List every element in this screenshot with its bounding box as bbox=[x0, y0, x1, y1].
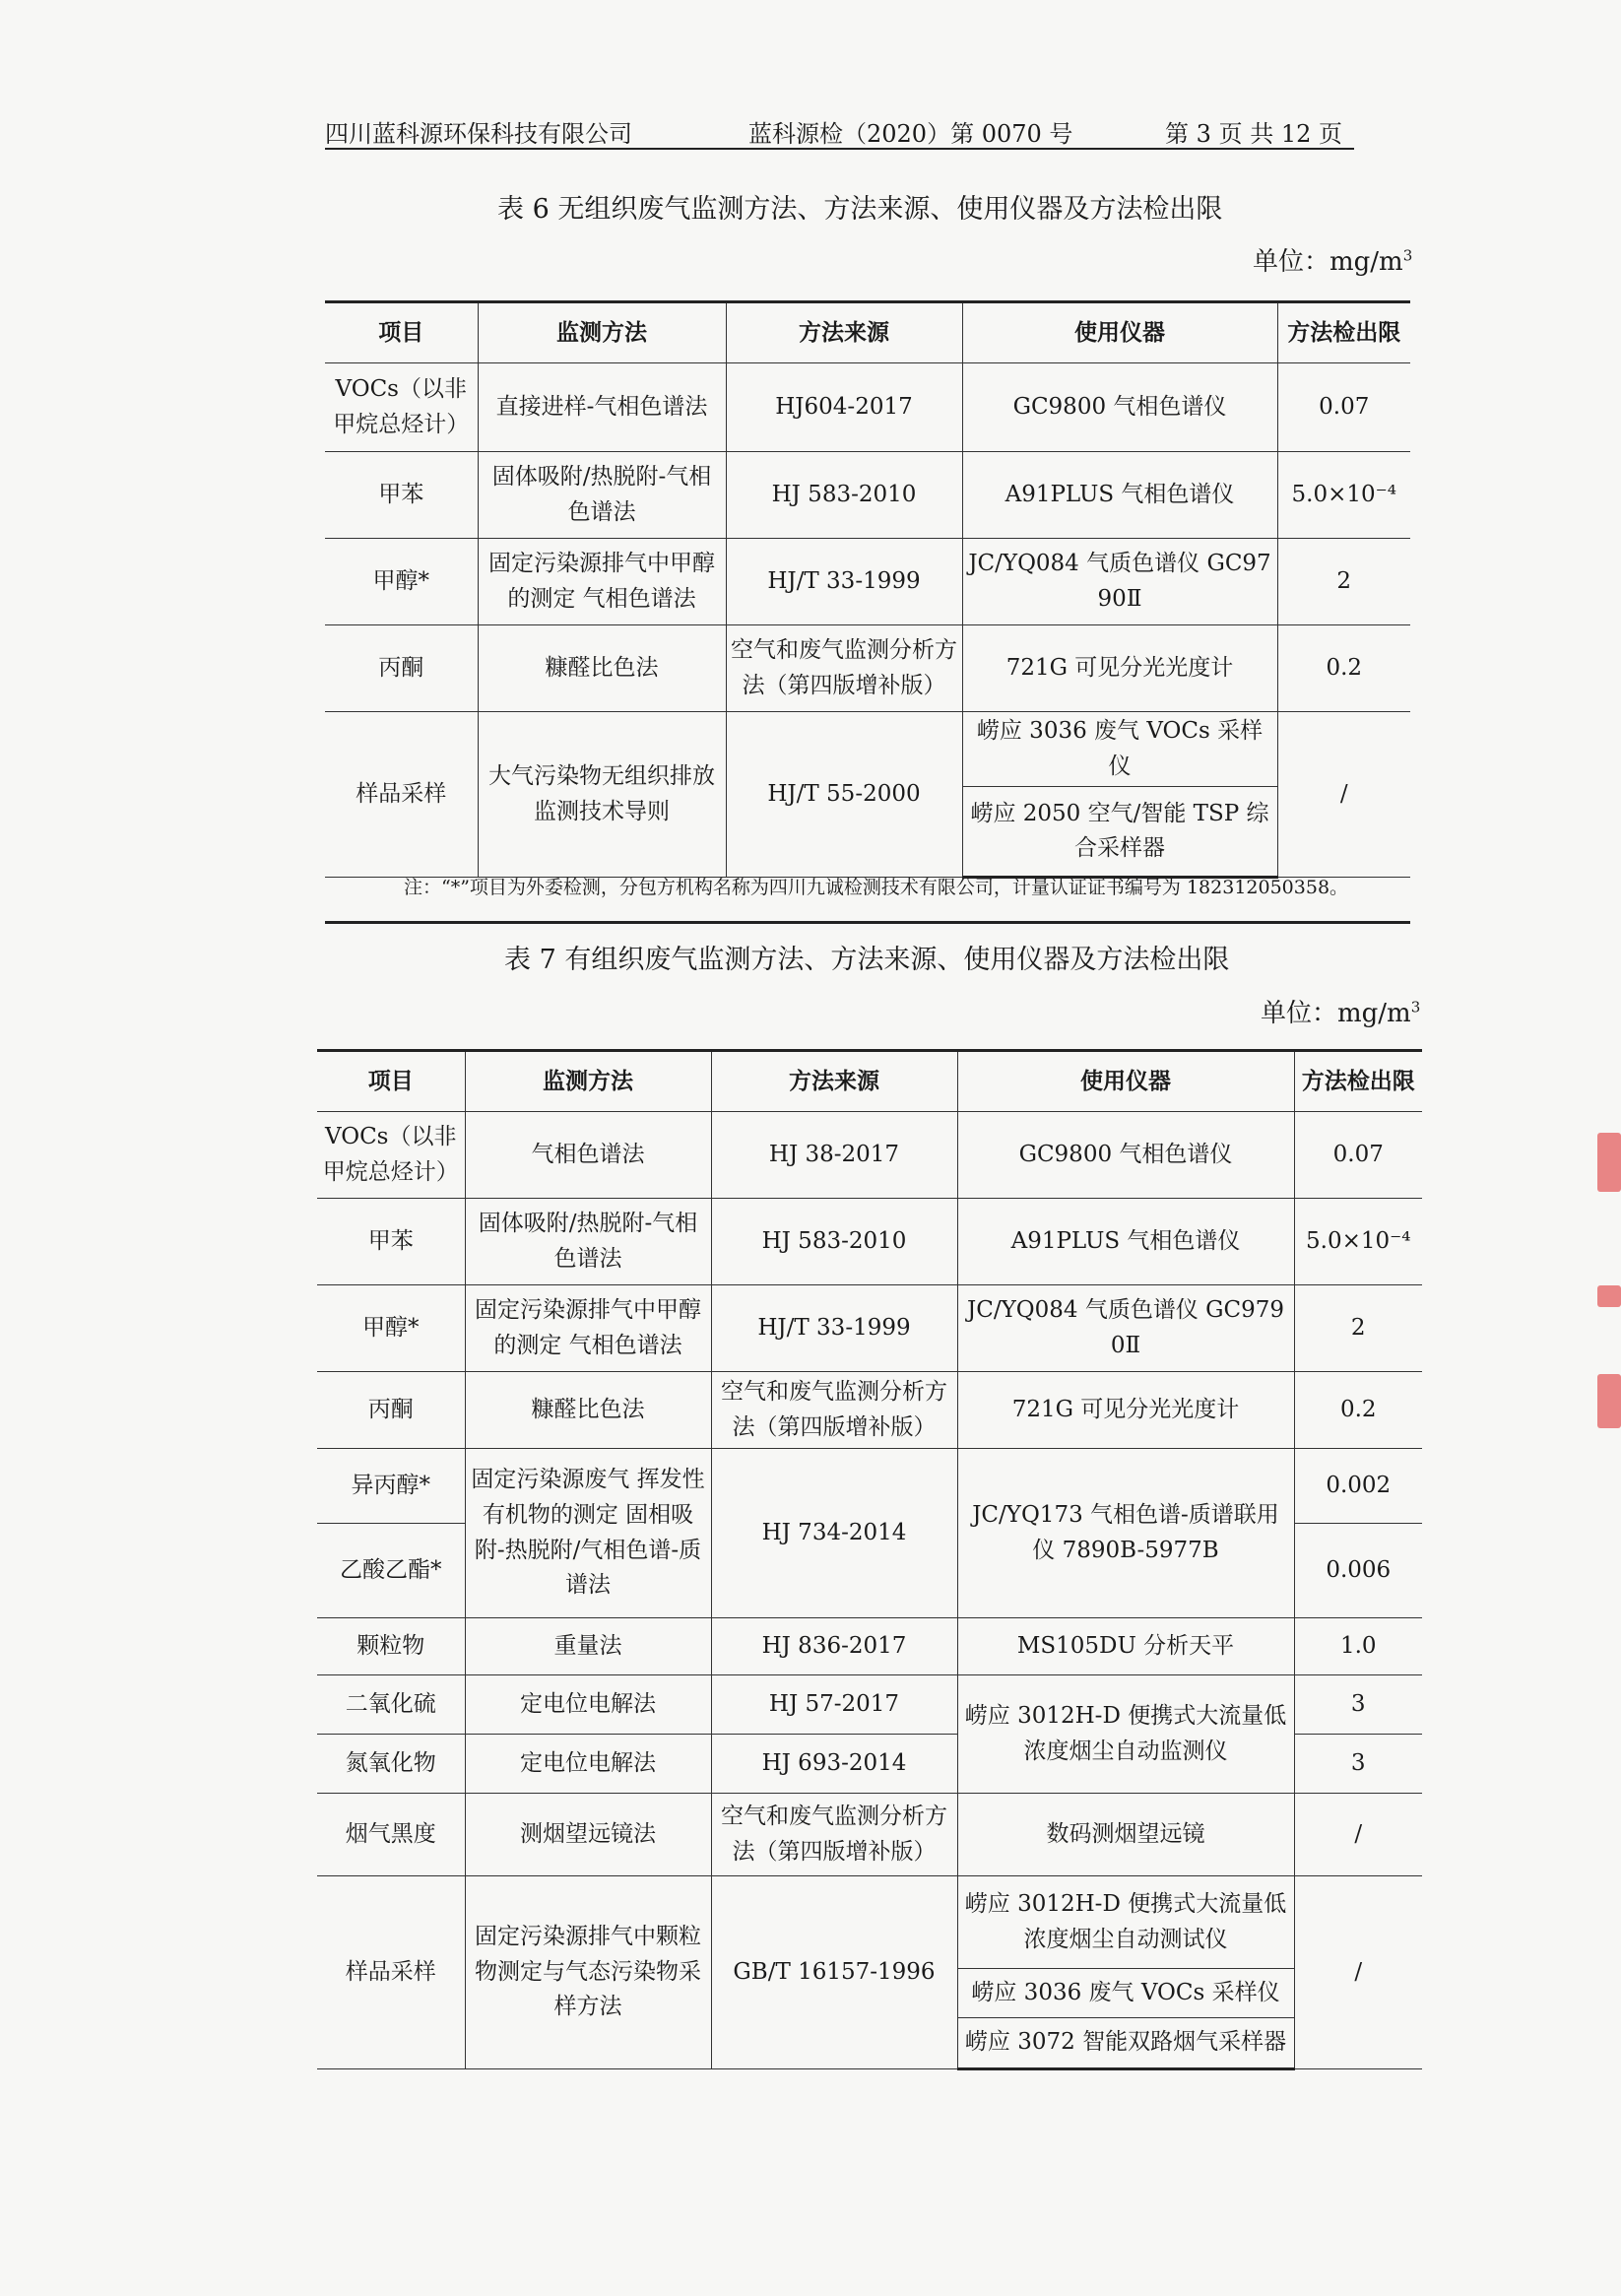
instrument-cell: JC/YQ084 气质色谱仪 GC9790Ⅱ bbox=[962, 539, 1277, 625]
limit-cell: / bbox=[1294, 1876, 1422, 2069]
table-row bbox=[317, 1618, 1422, 1675]
table-row bbox=[317, 1372, 1422, 1449]
limit-cell: 2 bbox=[1294, 1285, 1422, 1372]
source-cell: 空气和废气监测分析方法（第四版增补版） bbox=[711, 1372, 957, 1449]
limit-cell: 5.0×10⁻⁴ bbox=[1294, 1199, 1422, 1285]
seal-stamp bbox=[1597, 1374, 1621, 1428]
item-cell: 甲醇* bbox=[325, 539, 478, 625]
item-cell: 样品采样 bbox=[325, 712, 478, 878]
method-cell: 气相色谱法 bbox=[465, 1112, 711, 1199]
header-cell: 监测方法 bbox=[478, 302, 726, 363]
instrument-cell: 崂应 3012H-D 便携式大流量低浓度烟尘自动测试仪 bbox=[957, 1876, 1294, 1969]
table6-unit: 单位：$mg/m^3$ bbox=[1253, 246, 1413, 277]
table7 bbox=[317, 1049, 1422, 2070]
limit-cell: 2 bbox=[1277, 539, 1410, 625]
method-cell: 固定污染源排气中颗粒物测定与气态污染物采样方法 bbox=[465, 1876, 711, 2069]
limit-cell: 0.07 bbox=[1277, 363, 1410, 452]
limit-cell: 0.07 bbox=[1294, 1112, 1422, 1199]
item-cell: VOCs（以非甲烷总烃计） bbox=[325, 363, 478, 452]
method-cell: 大气污染物无组织排放监测技术导则 bbox=[478, 712, 726, 878]
source-cell: 空气和废气监测分析方法（第四版增补版） bbox=[726, 625, 962, 712]
seal-stamp bbox=[1597, 1285, 1621, 1307]
instrument-cell: A91PLUS 气相色谱仪 bbox=[957, 1199, 1294, 1285]
item-cell: 二氧化硫 bbox=[317, 1675, 465, 1735]
table-row bbox=[317, 1794, 1422, 1876]
header-cell: 方法来源 bbox=[711, 1051, 957, 1112]
table-row bbox=[325, 539, 1410, 625]
limit-cell: 1.0 bbox=[1294, 1618, 1422, 1675]
limit-cell: 0.006 bbox=[1294, 1524, 1422, 1618]
method-cell: 固定污染源排气中甲醇的测定 气相色谱法 bbox=[465, 1285, 711, 1372]
source-cell: HJ 38-2017 bbox=[711, 1112, 957, 1199]
method-cell: 固体吸附/热脱附-气相色谱法 bbox=[465, 1199, 711, 1285]
table-row bbox=[317, 1285, 1422, 1372]
company-name: 四川蓝科源环保科技有限公司 bbox=[325, 120, 632, 148]
table-row bbox=[317, 1199, 1422, 1285]
table6 bbox=[325, 300, 1410, 879]
item-cell: 丙酮 bbox=[317, 1372, 465, 1449]
table-row bbox=[317, 1876, 1422, 1969]
document-number: 蓝科源检（2020）第 0070 号 bbox=[748, 120, 1073, 148]
table-row bbox=[325, 712, 1410, 787]
instrument-cell: 数码测烟望远镜 bbox=[957, 1794, 1294, 1876]
limit-cell: 5.0×10⁻⁴ bbox=[1277, 452, 1410, 539]
source-cell: HJ604-2017 bbox=[726, 363, 962, 452]
instrument-cell: 崂应 2050 空气/智能 TSP 综合采样器 bbox=[962, 787, 1277, 878]
seal-stamp bbox=[1597, 1133, 1621, 1192]
item-cell: 甲苯 bbox=[317, 1199, 465, 1285]
source-cell: HJ/T 33-1999 bbox=[711, 1285, 957, 1372]
limit-cell: 0.2 bbox=[1277, 625, 1410, 712]
item-cell: 颗粒物 bbox=[317, 1618, 465, 1675]
method-cell: 定电位电解法 bbox=[465, 1735, 711, 1794]
limit-cell: 3 bbox=[1294, 1735, 1422, 1794]
header-cell: 项目 bbox=[325, 302, 478, 363]
limit-cell: / bbox=[1294, 1794, 1422, 1876]
instrument-cell: GC9800 气相色谱仪 bbox=[957, 1112, 1294, 1199]
instrument-cell: JC/YQ084 气质色谱仪 GC9790Ⅱ bbox=[957, 1285, 1294, 1372]
limit-cell: / bbox=[1277, 712, 1410, 878]
method-cell: 糠醛比色法 bbox=[478, 625, 726, 712]
header-cell: 监测方法 bbox=[465, 1051, 711, 1112]
table-row bbox=[317, 1675, 1422, 1735]
source-cell: GB/T 16157-1996 bbox=[711, 1876, 957, 2069]
method-cell: 测烟望远镜法 bbox=[465, 1794, 711, 1876]
table-row bbox=[325, 625, 1410, 712]
limit-cell: 0.2 bbox=[1294, 1372, 1422, 1449]
item-cell: 甲醇* bbox=[317, 1285, 465, 1372]
source-cell: HJ 583-2010 bbox=[711, 1199, 957, 1285]
header-cell: 使用仪器 bbox=[957, 1051, 1294, 1112]
item-cell: VOCs（以非甲烷总烃计） bbox=[317, 1112, 465, 1199]
source-cell: 空气和废气监测分析方法（第四版增补版） bbox=[711, 1794, 957, 1876]
item-cell: 乙酸乙酯* bbox=[317, 1524, 465, 1618]
method-cell: 直接进样-气相色谱法 bbox=[478, 363, 726, 452]
table-header-row bbox=[317, 1051, 1422, 1112]
table-header-row bbox=[325, 302, 1410, 363]
instrument-cell: 崂应 3036 废气 VOCs 采样仪 bbox=[957, 1969, 1294, 2018]
item-cell: 样品采样 bbox=[317, 1876, 465, 2069]
method-cell: 糠醛比色法 bbox=[465, 1372, 711, 1449]
table-row bbox=[325, 452, 1410, 539]
instrument-cell: GC9800 气相色谱仪 bbox=[962, 363, 1277, 452]
divider bbox=[325, 921, 1410, 924]
header-cell: 使用仪器 bbox=[962, 302, 1277, 363]
instrument-cell: 崂应 3072 智能双路烟气采样器 bbox=[957, 2018, 1294, 2069]
header-cell: 方法来源 bbox=[726, 302, 962, 363]
source-cell: HJ/T 55-2000 bbox=[726, 712, 962, 878]
item-cell: 丙酮 bbox=[325, 625, 478, 712]
instrument-cell: MS105DU 分析天平 bbox=[957, 1618, 1294, 1675]
instrument-cell: A91PLUS 气相色谱仪 bbox=[962, 452, 1277, 539]
header-cell: 项目 bbox=[317, 1051, 465, 1112]
source-cell: HJ 57-2017 bbox=[711, 1675, 957, 1735]
method-cell: 定电位电解法 bbox=[465, 1675, 711, 1735]
table6-note: 注：“*”项目为外委检测，分包方机构名称为四川九诚检测技术有限公司，计量认证证书编号为 182312050358。 bbox=[404, 877, 1349, 898]
table7-unit: 单位：$mg/m^3$ bbox=[1261, 998, 1421, 1028]
page-header bbox=[325, 110, 1354, 150]
instrument-cell: 崂应 3036 废气 VOCs 采样仪 bbox=[962, 712, 1277, 787]
source-cell: HJ 734-2014 bbox=[711, 1449, 957, 1618]
table6-caption: 表 6 无组织废气监测方法、方法来源、使用仪器及方法检出限 bbox=[497, 194, 1223, 225]
header-cell: 方法检出限 bbox=[1277, 302, 1410, 363]
method-cell: 重量法 bbox=[465, 1618, 711, 1675]
instrument-cell: 721G 可见分光光度计 bbox=[962, 625, 1277, 712]
header-cell: 方法检出限 bbox=[1294, 1051, 1422, 1112]
method-cell: 固定污染源废气 挥发性有机物的测定 固相吸附-热脱附/气相色谱-质谱法 bbox=[465, 1449, 711, 1618]
item-cell: 异丙醇* bbox=[317, 1449, 465, 1524]
instrument-cell: 721G 可见分光光度计 bbox=[957, 1372, 1294, 1449]
table7-caption: 表 7 有组织废气监测方法、方法来源、使用仪器及方法检出限 bbox=[504, 945, 1230, 975]
table-row bbox=[317, 1112, 1422, 1199]
limit-cell: 0.002 bbox=[1294, 1449, 1422, 1524]
method-cell: 固定污染源排气中甲醇的测定 气相色谱法 bbox=[478, 539, 726, 625]
item-cell: 烟气黑度 bbox=[317, 1794, 465, 1876]
table-row bbox=[325, 363, 1410, 452]
table-row bbox=[317, 1449, 1422, 1524]
page-number: 第 3 页 共 12 页 bbox=[1165, 120, 1342, 148]
source-cell: HJ/T 33-1999 bbox=[726, 539, 962, 625]
source-cell: HJ 693-2014 bbox=[711, 1735, 957, 1794]
item-cell: 氮氧化物 bbox=[317, 1735, 465, 1794]
source-cell: HJ 583-2010 bbox=[726, 452, 962, 539]
instrument-cell: JC/YQ173 气相色谱-质谱联用仪 7890B-5977B bbox=[957, 1449, 1294, 1618]
instrument-cell: 崂应 3012H-D 便携式大流量低浓度烟尘自动监测仪 bbox=[957, 1675, 1294, 1794]
method-cell: 固体吸附/热脱附-气相色谱法 bbox=[478, 452, 726, 539]
item-cell: 甲苯 bbox=[325, 452, 478, 539]
source-cell: HJ 836-2017 bbox=[711, 1618, 957, 1675]
limit-cell: 3 bbox=[1294, 1675, 1422, 1735]
